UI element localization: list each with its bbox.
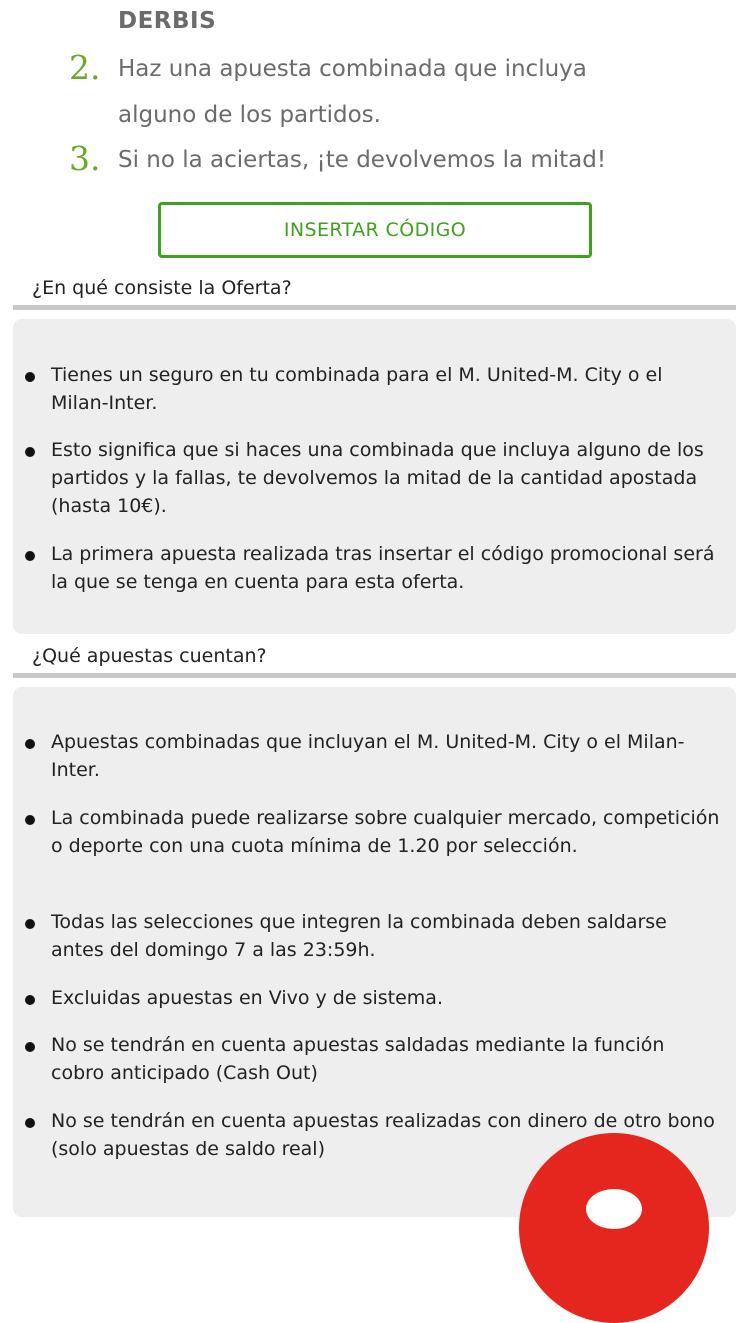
bullet-icon	[25, 1042, 35, 1052]
list-item-text: Tienes un seguro en tu combinada para el M. United-M. City o el Milan-Inter.	[51, 364, 663, 414]
bullet-icon	[25, 739, 35, 749]
bets-section-title: ¿Qué apuestas cuentan?	[32, 645, 267, 667]
bullet-icon	[25, 551, 35, 561]
insert-code-button[interactable]	[158, 202, 592, 258]
list-item-text: Excluidas apuestas en Vivo y de sistema.	[51, 987, 443, 1009]
list-item-text: La combinada puede realizarse sobre cualquier mercado, competición o deporte con una cuota mínima de 1.20 por selección.	[51, 807, 720, 857]
step-number: 3.	[69, 139, 101, 178]
insert-code-label: INSERTAR CÓDIGO	[283, 219, 467, 241]
list-item-text: Esto significa que si haces una combinada que incluya alguno de los partidos y la fallas, te devolvemos la mitad de la cantidad apostada (hasta 10€).	[51, 439, 704, 517]
offer-section-title: ¿En qué consiste la Oferta?	[32, 277, 292, 299]
list-item-text: Apuestas combinadas que incluyan el M. United-M. City o el Milan-Inter.	[51, 731, 685, 781]
list-item-text: No se tendrán en cuenta apuestas saldadas mediante la función cobro anticipado (Cash Out)	[51, 1034, 665, 1084]
bullet-icon	[25, 447, 35, 457]
bullet-icon	[25, 1118, 35, 1128]
step-text: Si no la aciertas, ¡te devolvemos la mitad!	[118, 147, 607, 173]
step-text: Haz una apuesta combinada que incluya alguno de los partidos.	[118, 56, 587, 128]
live-chat-button[interactable]	[519, 1133, 709, 1323]
bullet-icon	[25, 919, 35, 929]
list-item-text: La primera apuesta realizada tras insertar el código promocional será la que se tenga en cuenta para esta oferta.	[51, 543, 715, 593]
bullet-icon	[25, 815, 35, 825]
step-1-continuation: DERBIS	[118, 8, 217, 34]
bullet-icon	[25, 372, 35, 382]
step-number: 2.	[69, 48, 101, 87]
offer-panel	[13, 319, 736, 634]
offer-section-header	[13, 275, 736, 310]
list-item-text: No se tendrán en cuenta apuestas realizadas con dinero de otro bono (solo apuestas de saldo real)	[51, 1110, 715, 1160]
chat-bubble-icon	[586, 1189, 642, 1229]
list-item-text: Todas las selecciones que integren la combinada deben saldarse antes del domingo 7 a las 23:59h.	[51, 911, 667, 961]
bullet-icon	[25, 995, 35, 1005]
bets-section-header	[13, 643, 736, 678]
